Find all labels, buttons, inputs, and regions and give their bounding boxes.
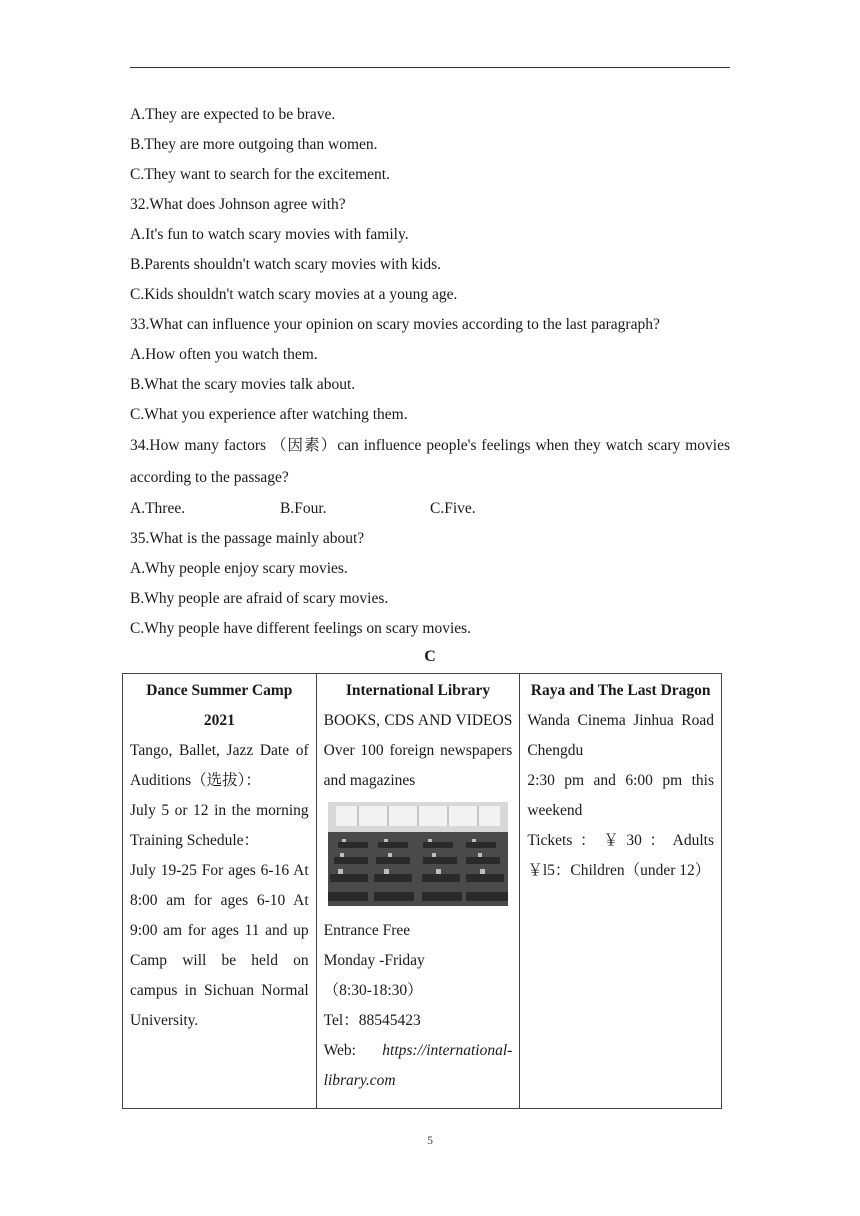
q31-option-b: B.They are more outgoing than women.	[130, 136, 378, 153]
library-web-link[interactable]: https://international-library.com	[323, 1042, 513, 1089]
question-block	[130, 100, 730, 644]
header-rule	[130, 67, 730, 68]
library-web	[324, 1036, 513, 1096]
movie-times: 2:30 pm and 6:00 pm this weekend	[527, 772, 714, 819]
q34-option-c: C.Five.	[430, 500, 476, 517]
q35-stem: 35.What is the passage mainly about?	[130, 530, 365, 547]
q35-option-a: A.Why people enjoy scary movies.	[130, 560, 348, 577]
q32-option-a: A.It's fun to watch scary movies with family.	[130, 226, 409, 243]
q33-option-a: A.How often you watch them.	[130, 346, 318, 363]
q32-option-c: C.Kids shouldn't watch scary movies at a young age.	[130, 286, 458, 303]
ads-table	[122, 673, 722, 1109]
q34-options	[130, 494, 730, 524]
q32-stem: 32.What does Johnson agree with?	[130, 196, 346, 213]
q34-option-b: B.Four.	[280, 500, 327, 517]
library-hours: （8:30-18:30）	[323, 982, 423, 999]
movie-cell	[520, 674, 722, 1109]
q31-option-a: A.They are expected to be brave.	[130, 106, 336, 123]
q32-option-b: B.Parents shouldn't watch scary movies with kids.	[130, 256, 442, 273]
library-entrance: Entrance Free	[323, 922, 411, 939]
library-phone: Tel：88545423	[323, 1012, 421, 1029]
dance-camp-text-2: July 5 or 12 in the morning Training Schedule：	[130, 802, 309, 849]
section-heading: C	[424, 648, 436, 665]
movie-title: Raya and The Last Dragon	[530, 682, 711, 699]
library-cell	[316, 674, 520, 1109]
library-intro: BOOKS, CDS AND VIDEOS Over 100 foreign newspapers and magazines	[323, 712, 513, 789]
q35-option-b: B.Why people are afraid of scary movies.	[130, 590, 389, 607]
dance-camp-cell	[123, 674, 317, 1109]
q33-stem: 33.What can influence your opinion on scary movies according to the last paragraph?	[130, 316, 660, 333]
dance-camp-title: Dance Summer Camp 2021	[146, 682, 293, 729]
movie-tickets: Tickets：￥30：Adults ￥l5：Children（under 12）	[527, 832, 714, 879]
dance-camp-text-3: July 19-25 For ages 6-16 At 8:00 am for ages 6-10 At 9:00 am for ages 11 and up Camp will be held on campus in Sichuan Normal University.	[130, 862, 309, 1029]
library-reading-room-photo	[328, 802, 508, 906]
q35-option-c: C.Why people have different feelings on scary movies.	[130, 620, 472, 637]
q33-option-b: B.What the scary movies talk about.	[130, 376, 356, 393]
q34-option-a: A.Three.	[130, 500, 186, 517]
q31-option-c: C.They want to search for the excitement.	[130, 166, 390, 183]
q33-option-c: C.What you experience after watching them.	[130, 406, 408, 423]
library-web-label: Web:	[323, 1042, 383, 1059]
library-days: Monday -Friday	[323, 952, 425, 969]
page-number: 5	[427, 1133, 433, 1147]
library-title: International Library	[345, 682, 491, 699]
q34-stem: 34.How many factors （因素）can influence people's feelings when they watch scary movies according to the passage?	[130, 437, 730, 486]
movie-location: Wanda Cinema Jinhua Road Chengdu	[527, 712, 714, 759]
dance-camp-text-1: Tango, Ballet, Jazz Date of Auditions（选拔）：	[130, 742, 309, 789]
